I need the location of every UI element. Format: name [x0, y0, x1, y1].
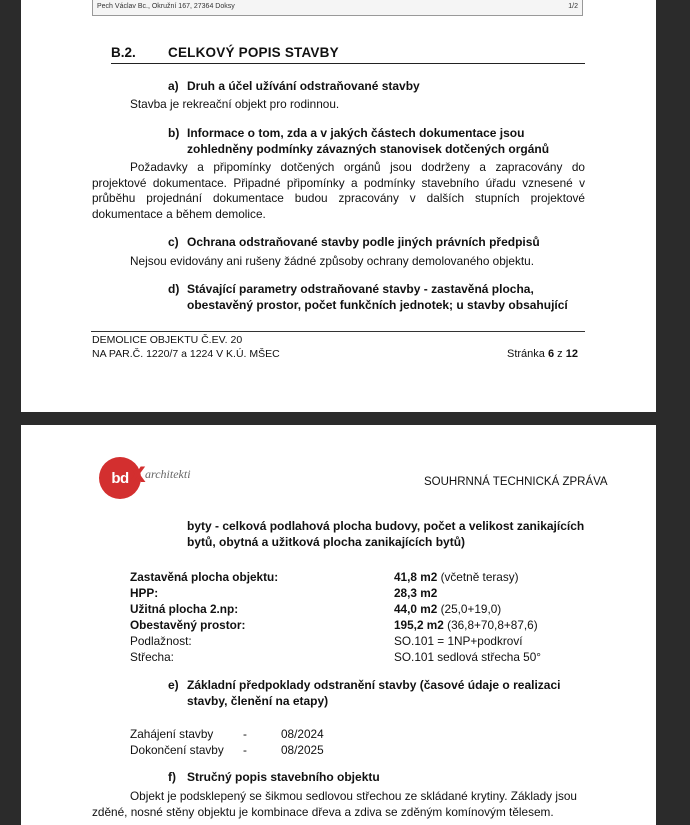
param-note: (25,0+19,0)	[437, 602, 502, 616]
page-number: 6	[547, 348, 555, 360]
heading-b-title-2: zohledněny podmínky závazných stanovisek dotčených orgánů	[187, 142, 550, 156]
para-f-line-2: zděné, nosné stěny objektu je kombinace dřeva a zdiva se zděným komínovým tělesem.	[92, 805, 554, 819]
heading-b	[168, 126, 588, 158]
page-total: 12	[565, 348, 578, 360]
footer-line-1: DEMOLICE OBJEKTU Č.EV. 20	[92, 334, 243, 346]
heading-c-title: Ochrana odstraňované stavby podle jiných právních předpisů	[187, 235, 540, 249]
report-header-title: SOUHRNNÁ TECHNICKÁ ZPRÁVA	[424, 476, 608, 488]
heading-e	[168, 678, 608, 710]
heading-e-marker: e)	[168, 678, 179, 692]
page-counter	[507, 348, 578, 360]
heading-b-title-1: Informace o tom, zda a v jakých částech dokumentace jsou	[187, 126, 525, 140]
stamp-page: 1/2	[568, 3, 578, 10]
param-value: SO.101 = 1NP+podkroví	[394, 634, 523, 648]
schedule-label: Dokončení stavby	[130, 743, 224, 757]
param-value: 28,3 m2	[394, 586, 438, 600]
logo-x-mark: x	[129, 456, 146, 489]
param-row	[130, 634, 590, 650]
param-label: HPP:	[130, 586, 159, 600]
heading-f	[168, 770, 588, 786]
stamp-author: Pech Václav Bc., Okružní 167, 27364 Doksy	[97, 3, 235, 10]
para-b: Požadavky a připomínky dotčených orgánů jsou dodrženy a zapracovány do projektové dokumentace. Připadné připomínky a podmínky stavebního úřadu vznesené v průběhu projednání dokumentace budou zpracovány v dalších stupních projektové dokumentace a během demolice.	[92, 160, 585, 221]
param-row	[130, 586, 590, 602]
para-f-line-1: Objekt je podsklepený se šikmou sedlovou střechou ze skládané krytiny. Základy jsou	[130, 789, 577, 803]
param-label: Střecha:	[130, 650, 174, 664]
heading-d-cont-2: bytů, obytná a užitková plocha zanikajících bytů)	[187, 535, 466, 549]
param-value: 41,8 m2	[394, 570, 438, 584]
heading-c	[168, 235, 588, 251]
para-a: Stavba je rekreační objekt pro rodinnou.	[130, 97, 340, 111]
heading-d-cont-1: byty - celková podlahová plocha budovy, počet a velikost zanikajících	[187, 519, 585, 533]
embedded-header-stamp	[92, 0, 583, 16]
schedule-dash: -	[243, 743, 247, 757]
heading-d-title-2: obestavěný prostor, počet funkčních jednotek; u stavby obsahující	[187, 298, 568, 312]
heading-a-title: Druh a účel užívání odstraňované stavby	[187, 79, 420, 93]
section-title: CELKOVÝ POPIS STAVBY	[168, 45, 339, 60]
param-note: (36,8+70,8+87,6)	[443, 618, 538, 632]
heading-a	[168, 79, 588, 95]
section-heading	[111, 45, 585, 64]
schedule-row	[130, 727, 430, 743]
heading-f-marker: f)	[168, 770, 176, 784]
section-number: B.2.	[111, 45, 136, 60]
schedule-row	[130, 743, 430, 759]
param-value: SO.101 sedlová střecha 50°	[394, 650, 542, 664]
schedule-date: 08/2024	[281, 727, 324, 741]
page-label: Stránka	[507, 348, 545, 360]
logo-text: architekti	[145, 467, 191, 481]
param-label: Podlažnost:	[130, 634, 192, 648]
param-row	[130, 618, 590, 634]
heading-d-title-1: Stávající parametry odstraňované stavby - zastavěná plocha,	[187, 282, 534, 296]
param-label: Obestavěný prostor:	[130, 618, 246, 632]
para-c: Nejsou evidovány ani rušeny žádné způsoby ochrany demolovaného objektu.	[130, 254, 534, 268]
document-page-1	[21, 0, 656, 412]
param-row	[130, 570, 590, 586]
param-label: Zastavěná plocha objektu:	[130, 570, 279, 584]
heading-e-title-1: Základní předpoklady odstranění stavby (časové údaje o realizaci	[187, 678, 561, 692]
param-label: Užitná plocha 2.np:	[130, 602, 239, 616]
footer-line-2: NA PAR.Č. 1220/7 a 1224 V K.Ú. MŠEC	[92, 348, 280, 360]
param-row	[130, 602, 590, 618]
company-logo-icon: bd	[99, 457, 141, 499]
heading-c-marker: c)	[168, 235, 179, 249]
heading-d-marker: d)	[168, 282, 180, 296]
schedule-dash: -	[243, 727, 247, 741]
param-row	[130, 650, 590, 666]
param-value: 195,2 m2	[394, 618, 444, 632]
schedule-label: Zahájení stavby	[130, 727, 214, 741]
schedule-date: 08/2025	[281, 743, 324, 757]
param-value: 44,0 m2	[394, 602, 438, 616]
param-note: (včetně terasy)	[437, 570, 519, 584]
page-of: z	[557, 348, 563, 360]
heading-b-marker: b)	[168, 126, 180, 140]
heading-a-marker: a)	[168, 79, 179, 93]
heading-e-title-2: stavby, členění na etapy)	[187, 694, 329, 708]
document-page-2	[21, 425, 656, 825]
heading-d	[168, 282, 588, 314]
footer-divider	[91, 331, 585, 332]
heading-f-title: Stručný popis stavebního objektu	[187, 770, 380, 784]
